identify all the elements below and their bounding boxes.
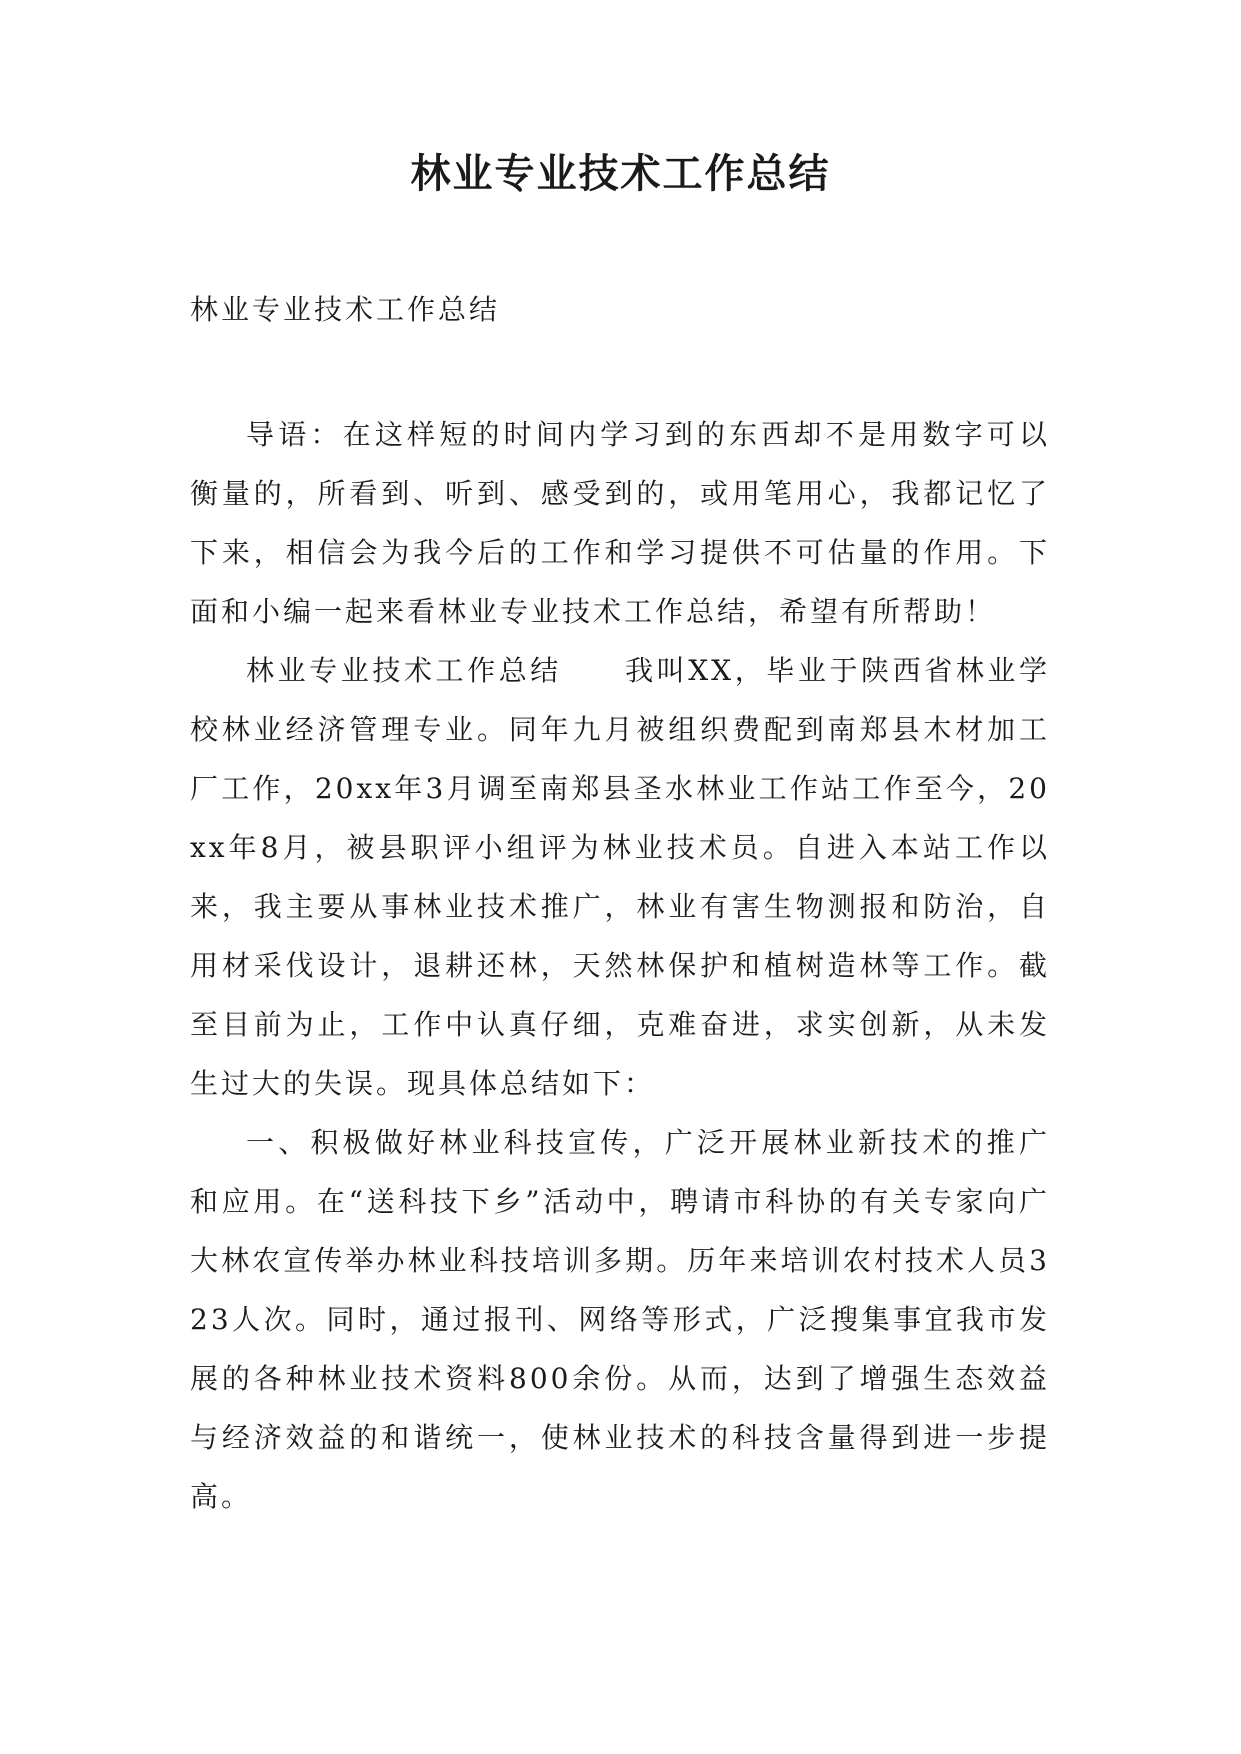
document-title: 林业专业技术工作总结 — [410, 150, 831, 197]
document-body — [190, 405, 1050, 1526]
paragraph-background: 林业专业技术工作总结 我叫XX，毕业于陕西省林业学校林业经济管理专业。同年九月被组织费配到南郑县木材加工厂工作，20xx年3月调至南郑县圣水林业工作站工作至今，20xx年8月，被县职评小组评为林业技术员。自进入本站工作以来，我主要从事林业技术推广，林业有害生物测报和防治，自用材采伐设计，退耕还林，天然林保护和植树造林等工作。截至目前为止，工作中认真仔细，克难奋进，求实创新，从未发生过大的失误。现具体总结如下： — [190, 654, 1050, 1100]
paragraph-section-one: 一、积极做好林业科技宣传，广泛开展林业新技术的推广和应用。在“送科技下乡”活动中，聘请市科协的有关专家向广大林农宣传举办林业科技培训多期。历年来培训农村技术人员323人次。同时，通过报刊、网络等形式，广泛搜集事宜我市发展的各种林业技术资料800余份。从而，达到了增强生态效益与经济效益的和谐统一，使林业技术的科技含量得到进一步提高。 — [190, 1126, 1050, 1513]
document-subtitle: 林业专业技术工作总结 — [190, 293, 501, 326]
paragraph-intro: 导语：在这样短的时间内学习到的东西却不是用数字可以衡量的，所看到、听到、感受到的，或用笔用心，我都记忆了下来，相信会为我今后的工作和学习提供不可估量的作用。下面和小编一起来看林业专业技术工作总结，希望有所帮助！ — [190, 418, 1050, 628]
